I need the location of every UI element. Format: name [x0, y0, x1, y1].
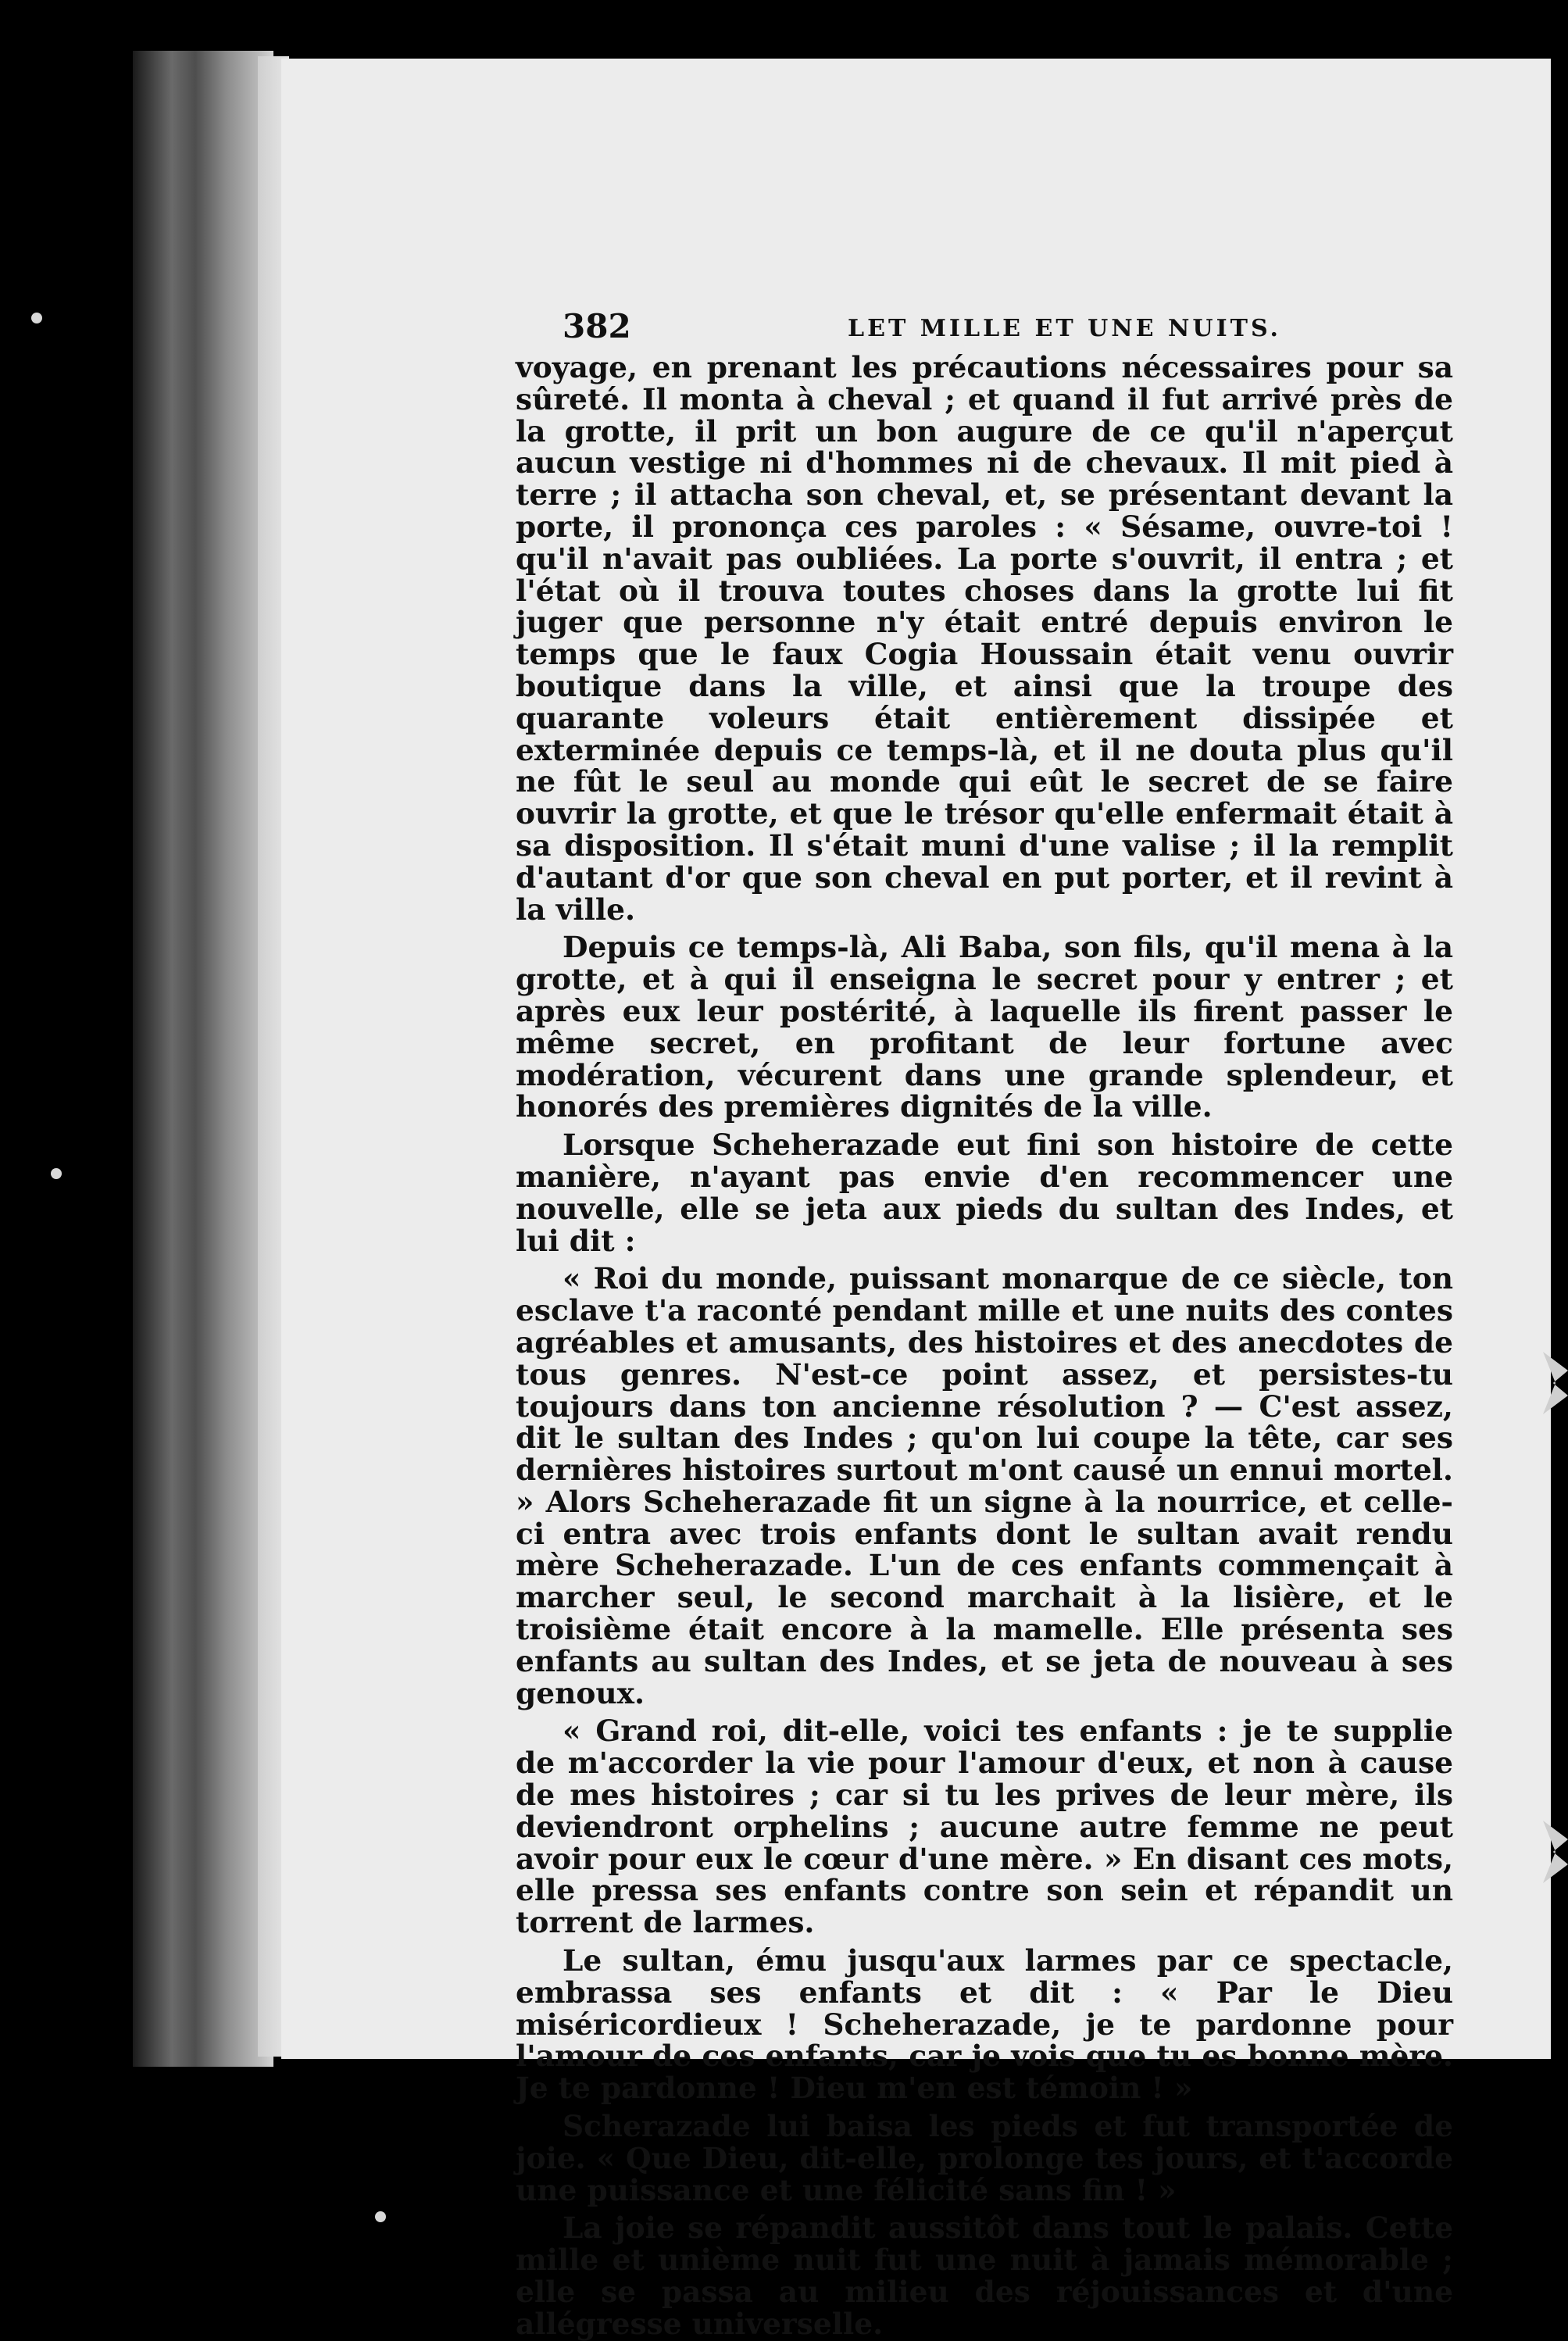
paragraph: Lorsque Scheherazade eut fini son histoire de cette manière, n'ayant pas envie d'en recommencer une nouvelle, elle se jeta aux pieds du sultan des Indes, et lui dit : [516, 1128, 1453, 1258]
paragraph: voyage, en prenant les précautions nécessaires pour sa sûreté. Il monta à cheval ; et quand il fut arrivé près de la grotte, il prit un bon augure de ce qu'il n'aperçut aucun vestige ni d'hommes ni de chevaux. Il mit pied à terre ; il attacha son cheval, et, se présentant devant la porte, il prononça ces paroles : « Sésame, ouvre-toi ! qu'il n'avait pas oubliées. La porte s'ouvrit, il entra ; et l'état où il trouva toutes choses dans la grotte lui fit juger que personne n'y était entré depuis environ le temps que le faux Cogia Houssain était venu ouvrir boutique dans la ville, et ainsi que la troupe des quarante voleurs était entièrement dissipée et exterminée depuis ce temps-là, et il ne douta plus qu'il ne fût le seul au monde qui eût le secret de se faire ouvrir la grotte, et que le trésor qu'elle enfermait était à sa disposition. Il s'était muni d'une valise ; il la remplit d'autant d'or que son cheval en put porter, et il revint à la ville. [516, 350, 1453, 927]
scan-speck [51, 1168, 62, 1179]
body-text [516, 352, 1453, 2340]
paragraph: « Grand roi, dit-elle, voici tes enfants : je te supplie de m'accorder la vie pour l'amour d'eux, et non à cause de mes histoires ; car si tu les prives de leur mère, ils deviendront orphelins ; aucune autre femme ne peut avoir pour eux le cœur d'une mère. » En disant ces mots, elle pressa ses enfants contre son sein et répandit un torrent de larmes. [516, 1714, 1453, 1940]
running-title: LET MILLE ET UNE NUITS. [848, 315, 1281, 342]
paragraph: La joie se répandit aussitôt dans tout le palais. Cette mille et unième nuit fut une nuit à jamais mémorable ; elle se passa au milieu des réjouissances et d'une allégresse universelle. [516, 2211, 1453, 2341]
scan-speck [31, 313, 42, 323]
scan-speck [375, 2211, 386, 2222]
scan-border [1551, 59, 1568, 2059]
page-header [563, 307, 1453, 354]
paragraph: « Roi du monde, puissant monarque de ce siècle, ton esclave t'a raconté pendant mille et une nuits des contes agréables et amusants, des histoires et des anecdotes de tous genres. N'est-ce point assez, et persistes-tu toujours dans ton ancienne résolution ? — C'est assez, dit le sultan des Indes ; qu'on lui coupe la tête, car ses dernières histoires surtout m'ont causé un ennui mortel. » Alors Scheherazade fit un signe à la nourrice, et celle-ci entra avec trois enfants dont le sultan avait rendu mère Scheherazade. L'un de ces enfants commençait à marcher seul, le second marchait à la lisière, et le troisième était encore à la mamelle. Elle présenta ses enfants au sultan des Indes, et se jeta de nouveau à ses genoux. [516, 1261, 1453, 1710]
paragraph: Le sultan, ému jusqu'aux larmes par ce spectacle, embrassa ses enfants et dit : « Par le Dieu miséricordieux ! Scheherazade, je te pardonne pour l'amour de ces enfants, car je vois que tu es bonne mère. Je te pardonne ! Dieu m'en est témoin ! » [516, 1943, 1453, 2106]
paragraph: Scherazade lui baisa les pieds et fut transportée de joie. « Que Dieu, dit-elle, prolonge tes jours, et t'accorde une puissance et une félicité sans fin ! » [516, 2109, 1453, 2207]
paragraph: Depuis ce temps-là, Ali Baba, son fils, qu'il mena à la grotte, et à qui il enseigna le secret pour y entrer ; et après eux leur postérité, à laquelle ils firent passer le même secret, en profitant de leur fortune avec modération, vécurent dans une grande splendeur, et honorés des premières dignités de la ville. [516, 930, 1453, 1124]
page-number: 382 [563, 307, 631, 345]
book-spine [133, 51, 273, 2067]
